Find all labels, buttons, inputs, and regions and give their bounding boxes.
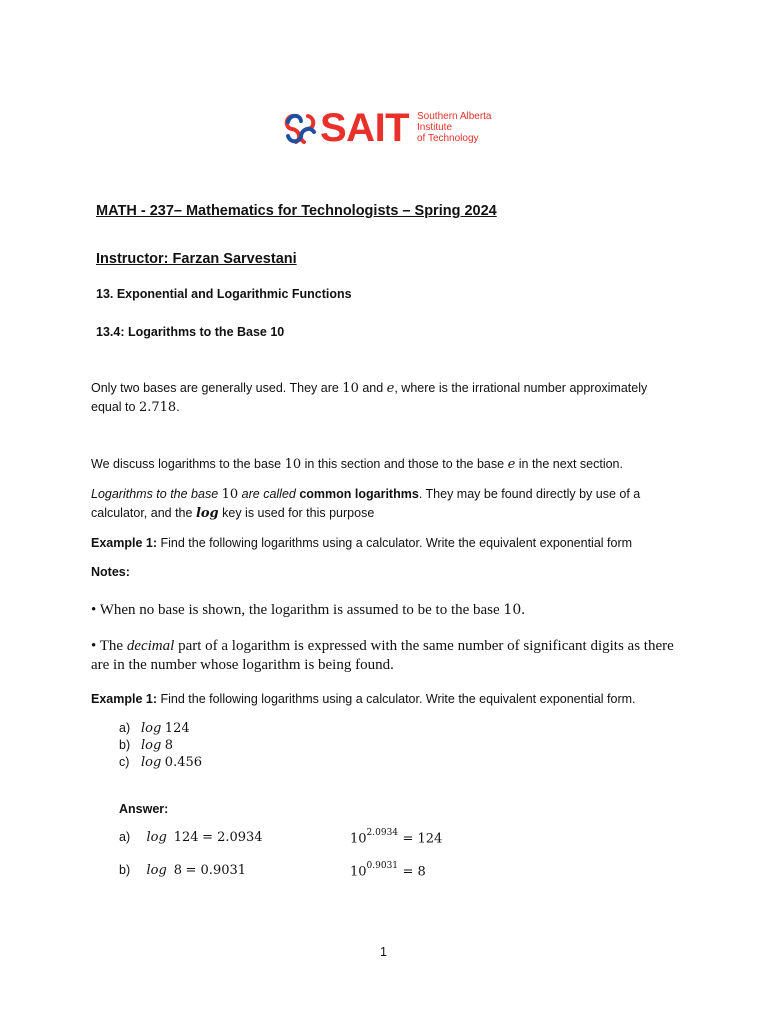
example-1-first: Example 1: Find the following logarithms using a calculator. Write the equivalent exponential form: [91, 536, 633, 550]
section-heading: 13.4: Logarithms to the Base 10: [96, 325, 285, 339]
chapter-heading: 13. Exponential and Logarithmic Functions: [96, 287, 352, 301]
problem-b: b) log 8: [119, 738, 174, 753]
problem-c: c) log 0.456: [119, 755, 203, 770]
instructor-name: Instructor: Farzan Sarvestani: [96, 251, 297, 267]
institution-name: Southern Alberta Institute of Technology: [417, 111, 492, 144]
note-no-base: • When no base is shown, the logarithm is assumed to be to the base 10.: [91, 602, 525, 618]
paragraph-discuss: We discuss logarithms to the base 10 in this section and those to the base e in the next section.: [91, 457, 623, 472]
answer-a-exponential: $10^{2.0934} = 124$: [350, 828, 443, 847]
answer-a: a) log 124 = 2.0934: [119, 830, 263, 845]
course-title: MATH - 237– Mathematics for Technologists – Spring 2024: [96, 203, 497, 219]
answer-b: b) log 8 = 0.9031: [119, 863, 247, 878]
paragraph-common-logarithms: Logarithms to the base 10 are called common logarithms. They may be found directly by use of a calculator, and the log key is used for this purpose: [91, 487, 641, 521]
sait-wordmark: SAIT: [320, 106, 410, 150]
problem-a: a) log 124: [119, 721, 190, 736]
page-number: 1: [380, 945, 387, 959]
paragraph-bases: Only two bases are generally used. They are 10 and e, where is the irrational number approximately equal to 2.718.: [91, 381, 648, 415]
note-decimal-part: • The decimal part of a logarithm is expressed with the same number of significant digits as there are in the number whose logarithm is being found.: [91, 638, 674, 673]
notes-label: Notes:: [91, 565, 130, 579]
log-key: log: [195, 506, 219, 521]
answer-label: Answer:: [119, 802, 169, 816]
example-1-second: Example 1: Find the following logarithms using a calculator. Write the equivalent exponential form.: [91, 692, 636, 706]
answer-b-exponential: $10^{0.9031} = 8$: [350, 861, 426, 880]
sait-knot-icon: [282, 110, 318, 146]
